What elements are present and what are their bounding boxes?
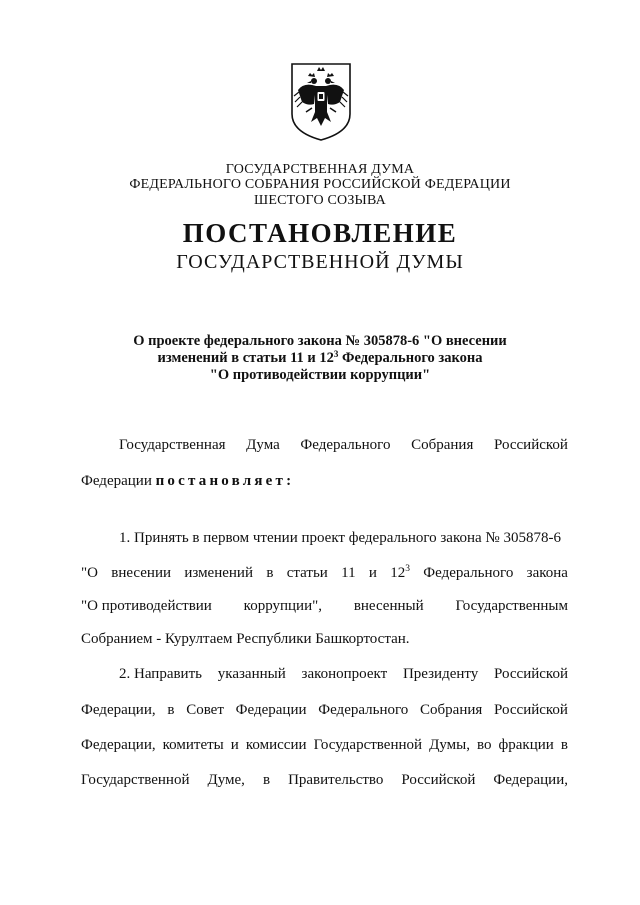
word: и [230,737,239,753]
word: Президенту [402,666,479,682]
word: Федерации, [81,702,156,718]
word: Государственным [455,598,568,614]
word: Собрания [411,437,474,453]
word: Федерального [318,702,409,718]
word: 2. Направить [119,666,202,682]
word: во [477,737,492,753]
word: в [266,565,274,581]
word: Думы, [429,737,470,753]
word: указанный [217,666,286,682]
word: Российской [401,772,476,788]
para1-line-1: 1. Принять в первом чтении проект федерального закона № 305878-6 [119,530,561,546]
word: и [368,565,377,581]
resolves-keyword: постановляет: [155,473,295,489]
word: Федерации [235,702,307,718]
subject-line-2 [0,350,640,367]
word: комитеты [162,737,224,753]
para1-line-4: Собранием - Курултаем Республики Башкортостан. [81,631,410,647]
word: Государственной [81,772,190,788]
document-type-title: ПОСТАНОВЛЕНИЕ [182,218,458,248]
word: в [560,737,568,753]
word: Федерального [300,437,391,453]
word: Российской [494,666,568,682]
subject-line-3: "О противодействии коррупции" [209,367,431,383]
word: Федерации, [493,772,568,788]
word: 12 [390,565,406,581]
para1-line-2 [81,563,568,583]
coat-of-arms-icon [290,62,352,142]
document-issuer: ГОСУДАРСТВЕННОЙ ДУМЫ [176,251,464,273]
subject-text: Федерального закона [338,350,483,366]
word: статьи [286,565,328,581]
word: комиссии [245,737,307,753]
word: "О противодействии [81,598,212,614]
word: "О [81,565,98,581]
word-with-superscript [390,563,410,583]
word: внесении [111,565,172,581]
org-name-line-1: ГОСУДАРСТВЕННАЯ ДУМА [225,162,415,177]
word: Правительство [288,772,384,788]
word: Думе, [207,772,245,788]
word: Дума [246,437,280,453]
para1-line-3 [81,596,568,616]
superscript: 3 [333,349,339,359]
org-name-line-2: ФЕДЕРАЛЬНОГО СОБРАНИЯ РОССИЙСКОЙ ФЕДЕРАЦИИ [129,177,511,192]
word: Государственная [119,437,226,453]
convocation: ШЕСТОГО СОЗЫВА [254,193,386,208]
para2-line-1 [119,664,568,684]
word: в [262,772,271,788]
subject-text: изменений в статьи 11 и 12 [157,350,334,366]
word: внесенный [353,598,424,614]
para2-line-4 [81,770,568,790]
word: в [167,702,175,718]
word: Федерации, [81,737,156,753]
superscript: 3 [405,564,410,574]
word: фракции [498,737,554,753]
word: Российской [494,437,568,453]
preamble-line-1 [119,435,568,455]
word: Федерального [423,565,514,581]
word: Федерации [81,473,156,489]
word: законопроект [301,666,388,682]
word: 11 [341,565,356,581]
word: изменений [184,565,253,581]
word: коррупции", [243,598,322,614]
word: закона [526,565,568,581]
word: Собрания [420,702,483,718]
word: Государственной [313,737,423,753]
word: Совет [186,702,224,718]
subject-line-1: О проекте федерального закона № 305878-6 "О внесении [133,333,507,349]
para2-line-3 [81,735,568,755]
preamble-line-2 [81,471,568,491]
word: Российской [494,702,568,718]
para2-line-2 [81,700,568,720]
